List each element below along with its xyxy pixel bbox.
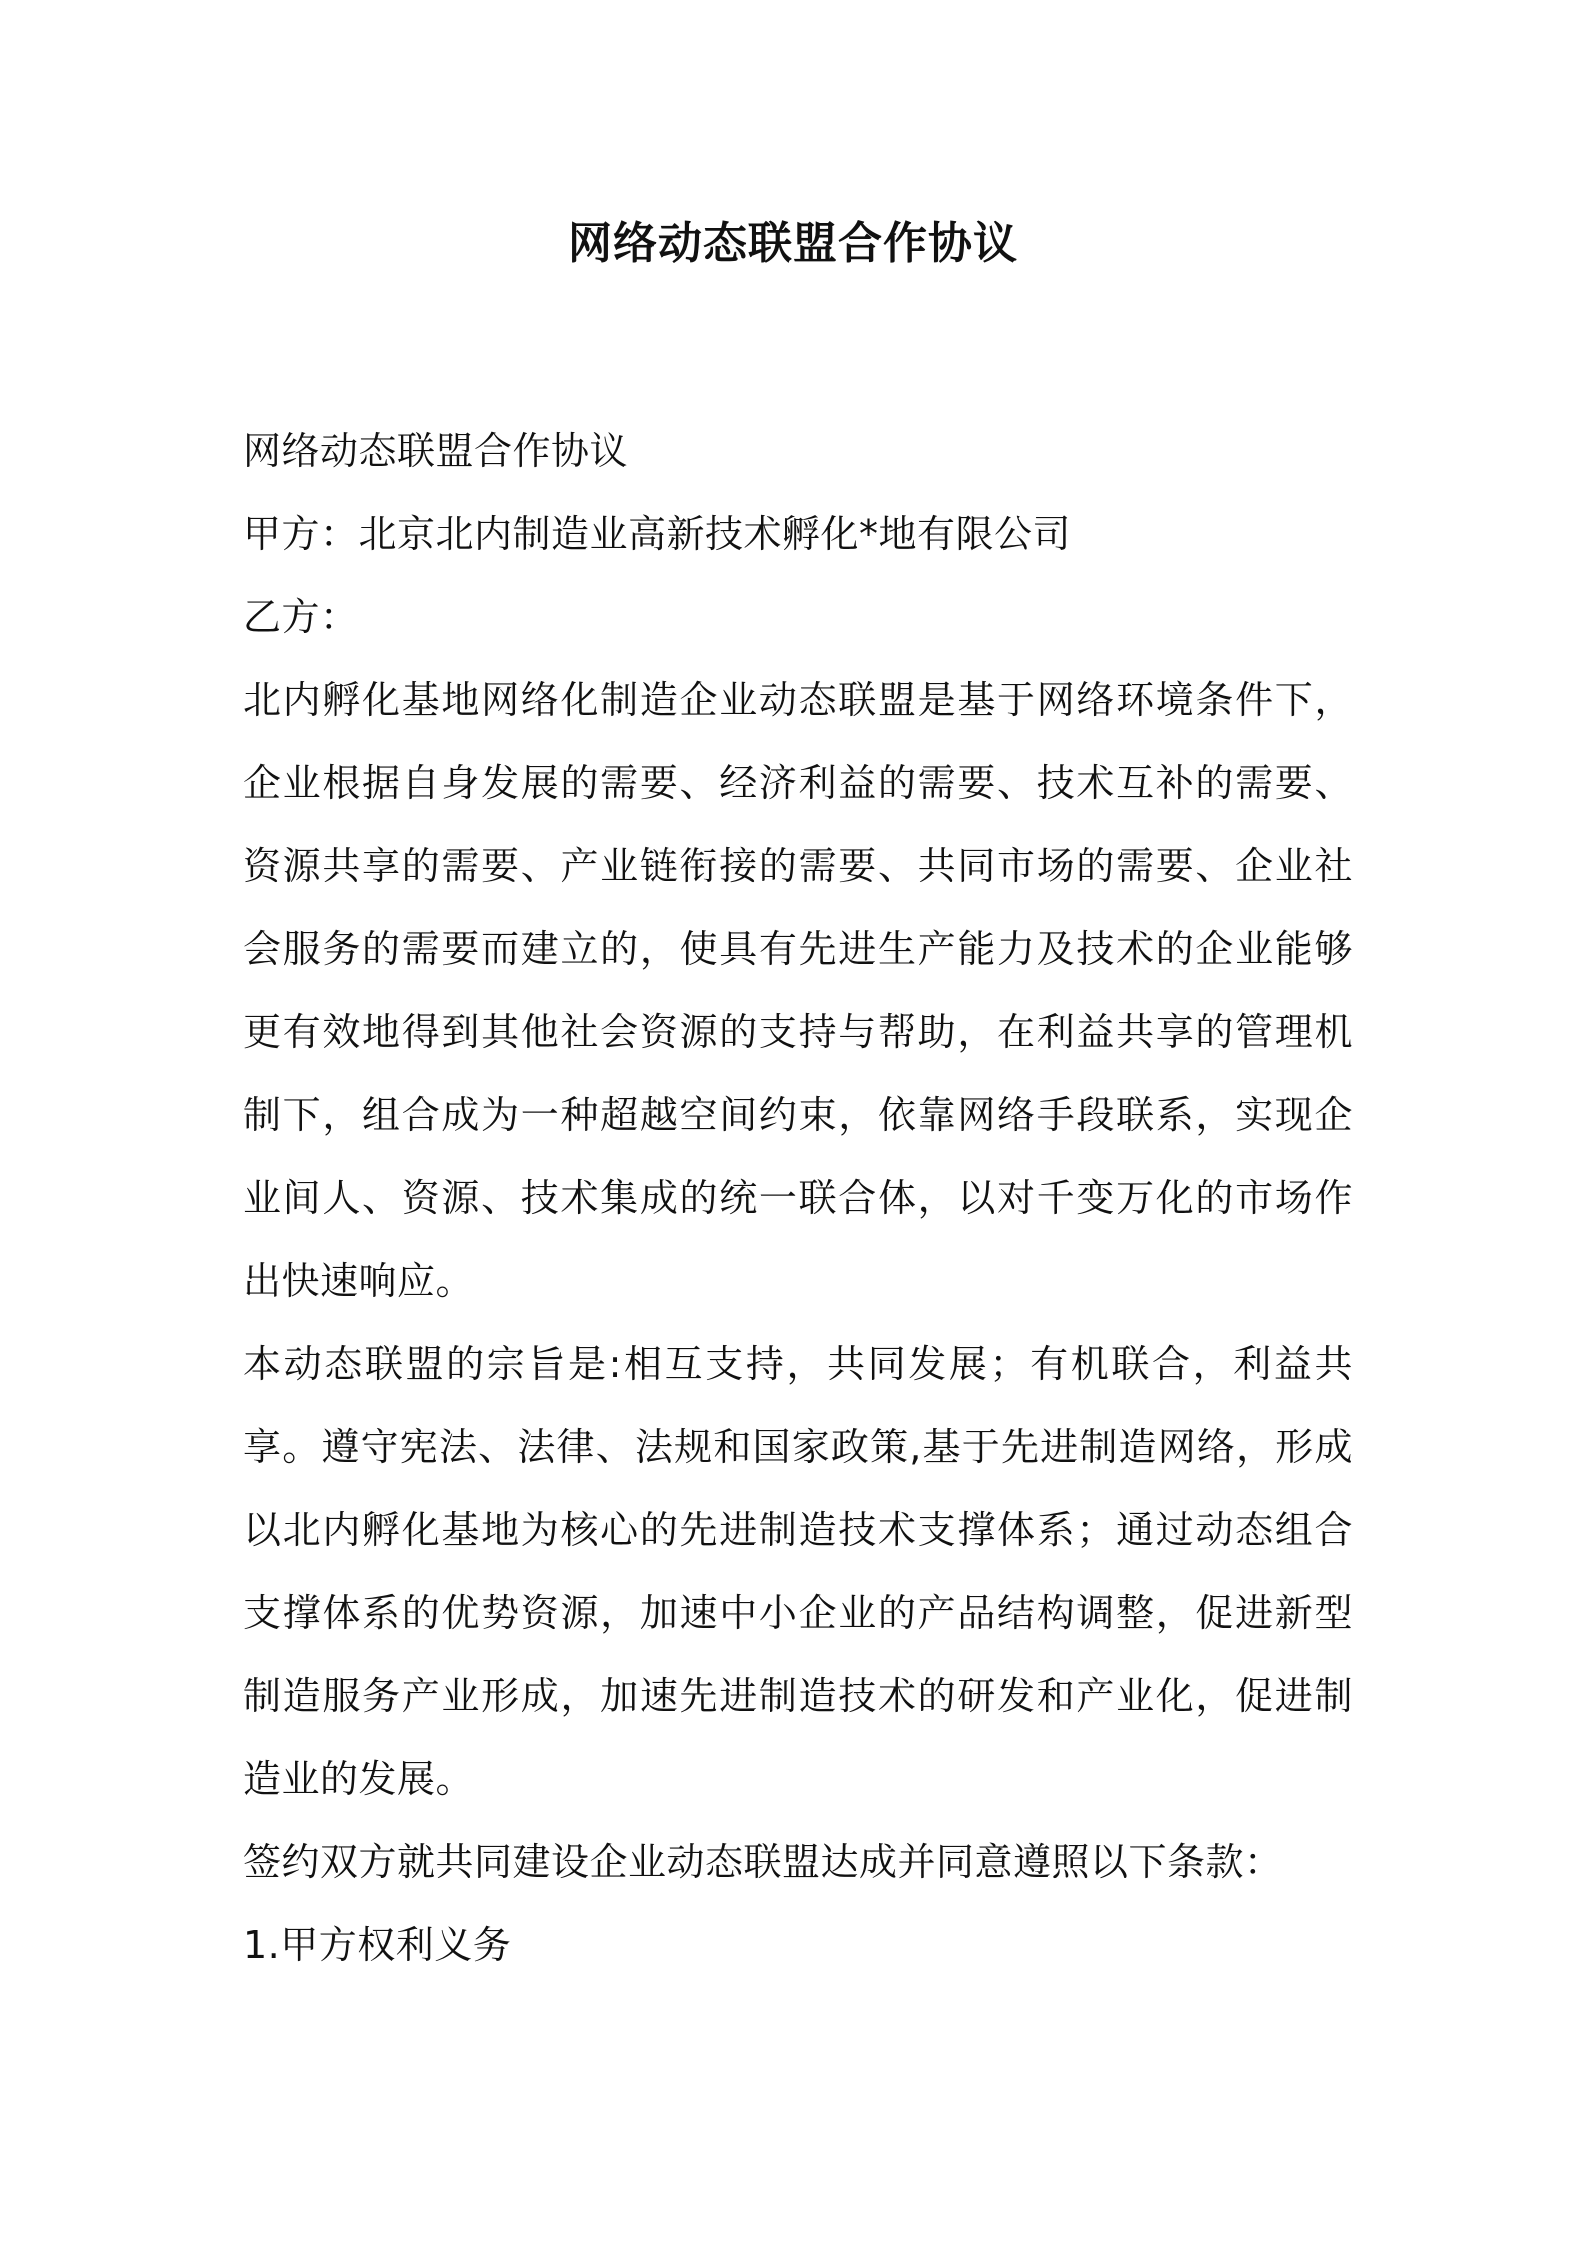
paragraph-alliance-purpose: 本动态联盟的宗旨是:相互支持，共同发展；有机联合，利益共享。遵守宪法、法律、法规和国家政策,基于先进制造网络，形成以北内孵化基地为核心的先进制造技术支撑体系；通过动态组合支撑体系的优势资源，加速中小企业的产品结构调整，促进新型制造服务产业形成，加速先进制造技术的研发和产业化，促进制造业的发展。 (243, 1342, 1353, 1801)
agreement-statement: 签约双方就共同建设企业动态联盟达成并同意遵照以下条款： (243, 1840, 1283, 1884)
party-b-line: 乙方： (243, 595, 359, 639)
document-subtitle: 网络动态联盟合作协议 (243, 429, 629, 473)
paragraph-alliance-definition: 北内孵化基地网络化制造企业动态联盟是基于网络环境条件下，企业根据自身发展的需要、经济利益的需要、技术互补的需要、资源共享的需要、产业链衔接的需要、共同市场的需要、企业社会服务的需要而建立的，使具有先进生产能力及技术的企业能够更有效地得到其他社会资源的支持与帮助，在利益共享的管理机制下，组合成为一种超越空间约束，依靠网络手段联系，实现企业间人、资源、技术集成的统一联合体，以对千变万化的市场作出快速响应。 (243, 678, 1353, 1303)
document-title: 网络动态联盟合作协议 (568, 218, 1018, 269)
party-a-line: 甲方：北京北内制造业高新技术孵化*地有限公司 (243, 512, 1072, 556)
document-body (243, 410, 1353, 1987)
section-heading-party-a-rights: 1.甲方权利义务 (243, 1923, 512, 1967)
